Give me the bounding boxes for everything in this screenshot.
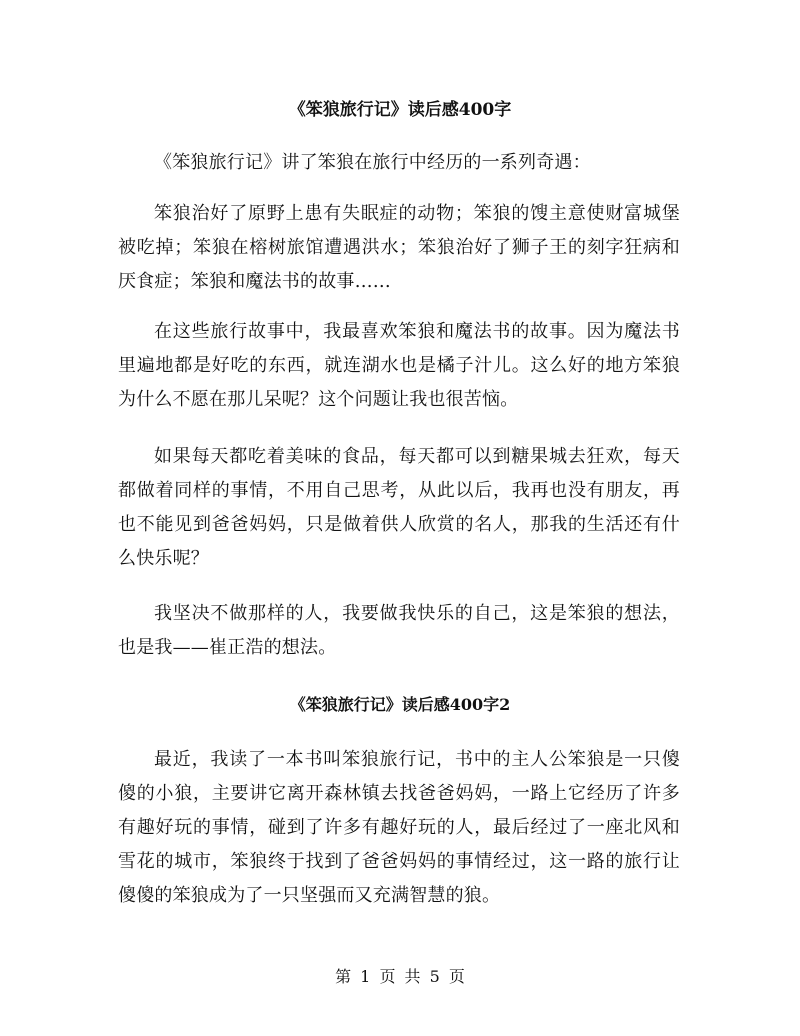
paragraph-second-essay: 最近，我读了一本书叫笨狼旅行记，书中的主人公笨狼是一只傻傻的小狼，主要讲它离开森林镇去找爸爸妈妈，一路上它经历了许多有趣好玩的事情，碰到了许多有趣好玩的人，最后经过了一座北风和雪花的城市，笨狼终于找到了爸爸妈妈的事情经过，这一路的旅行让傻傻的笨狼成为了一只坚强而又充满智慧的狼。 bbox=[118, 749, 680, 906]
document-title: 《笨狼旅行记》读后感400字 bbox=[288, 100, 512, 120]
paragraph-adventures: 笨狼治好了原野上患有失眠症的动物；笨狼的馊主意使财富城堡被吃掉；笨狼在榕树旅馆遭遇洪水；笨狼治好了狮子王的刻字狂病和厌食症；笨狼和魔法书的故事…… bbox=[118, 203, 680, 292]
paragraph-favorite-story: 在这些旅行故事中，我最喜欢笨狼和魔法书的故事。因为魔法书里遍地都是好吃的东西，就连湖水也是橘子汁儿。这么好的地方笨狼为什么不愿在那儿呆呢？这个问题让我也很苦恼。 bbox=[118, 321, 680, 410]
page-footer: 第 1 页 共 5 页 bbox=[335, 967, 465, 986]
section-title-2: 《笨狼旅行记》读后感400字2 bbox=[289, 695, 511, 714]
paragraph-conclusion: 我坚决不做那样的人，我要做我快乐的自己，这是笨狼的想法，也是我——崔正浩的想法。 bbox=[118, 603, 680, 658]
paragraph-reflection: 如果每天都吃着美味的食品，每天都可以到糖果城去狂欢，每天都做着同样的事情，不用自己思考，从此以后，我再也没有朋友，再也不能见到爸爸妈妈，只是做着供人欣赏的名人，那我的生活还有什么快乐呢？ bbox=[118, 446, 680, 569]
paragraph-intro: 《笨狼旅行记》讲了笨狼在旅行中经历的一系列奇遇： bbox=[154, 152, 591, 173]
